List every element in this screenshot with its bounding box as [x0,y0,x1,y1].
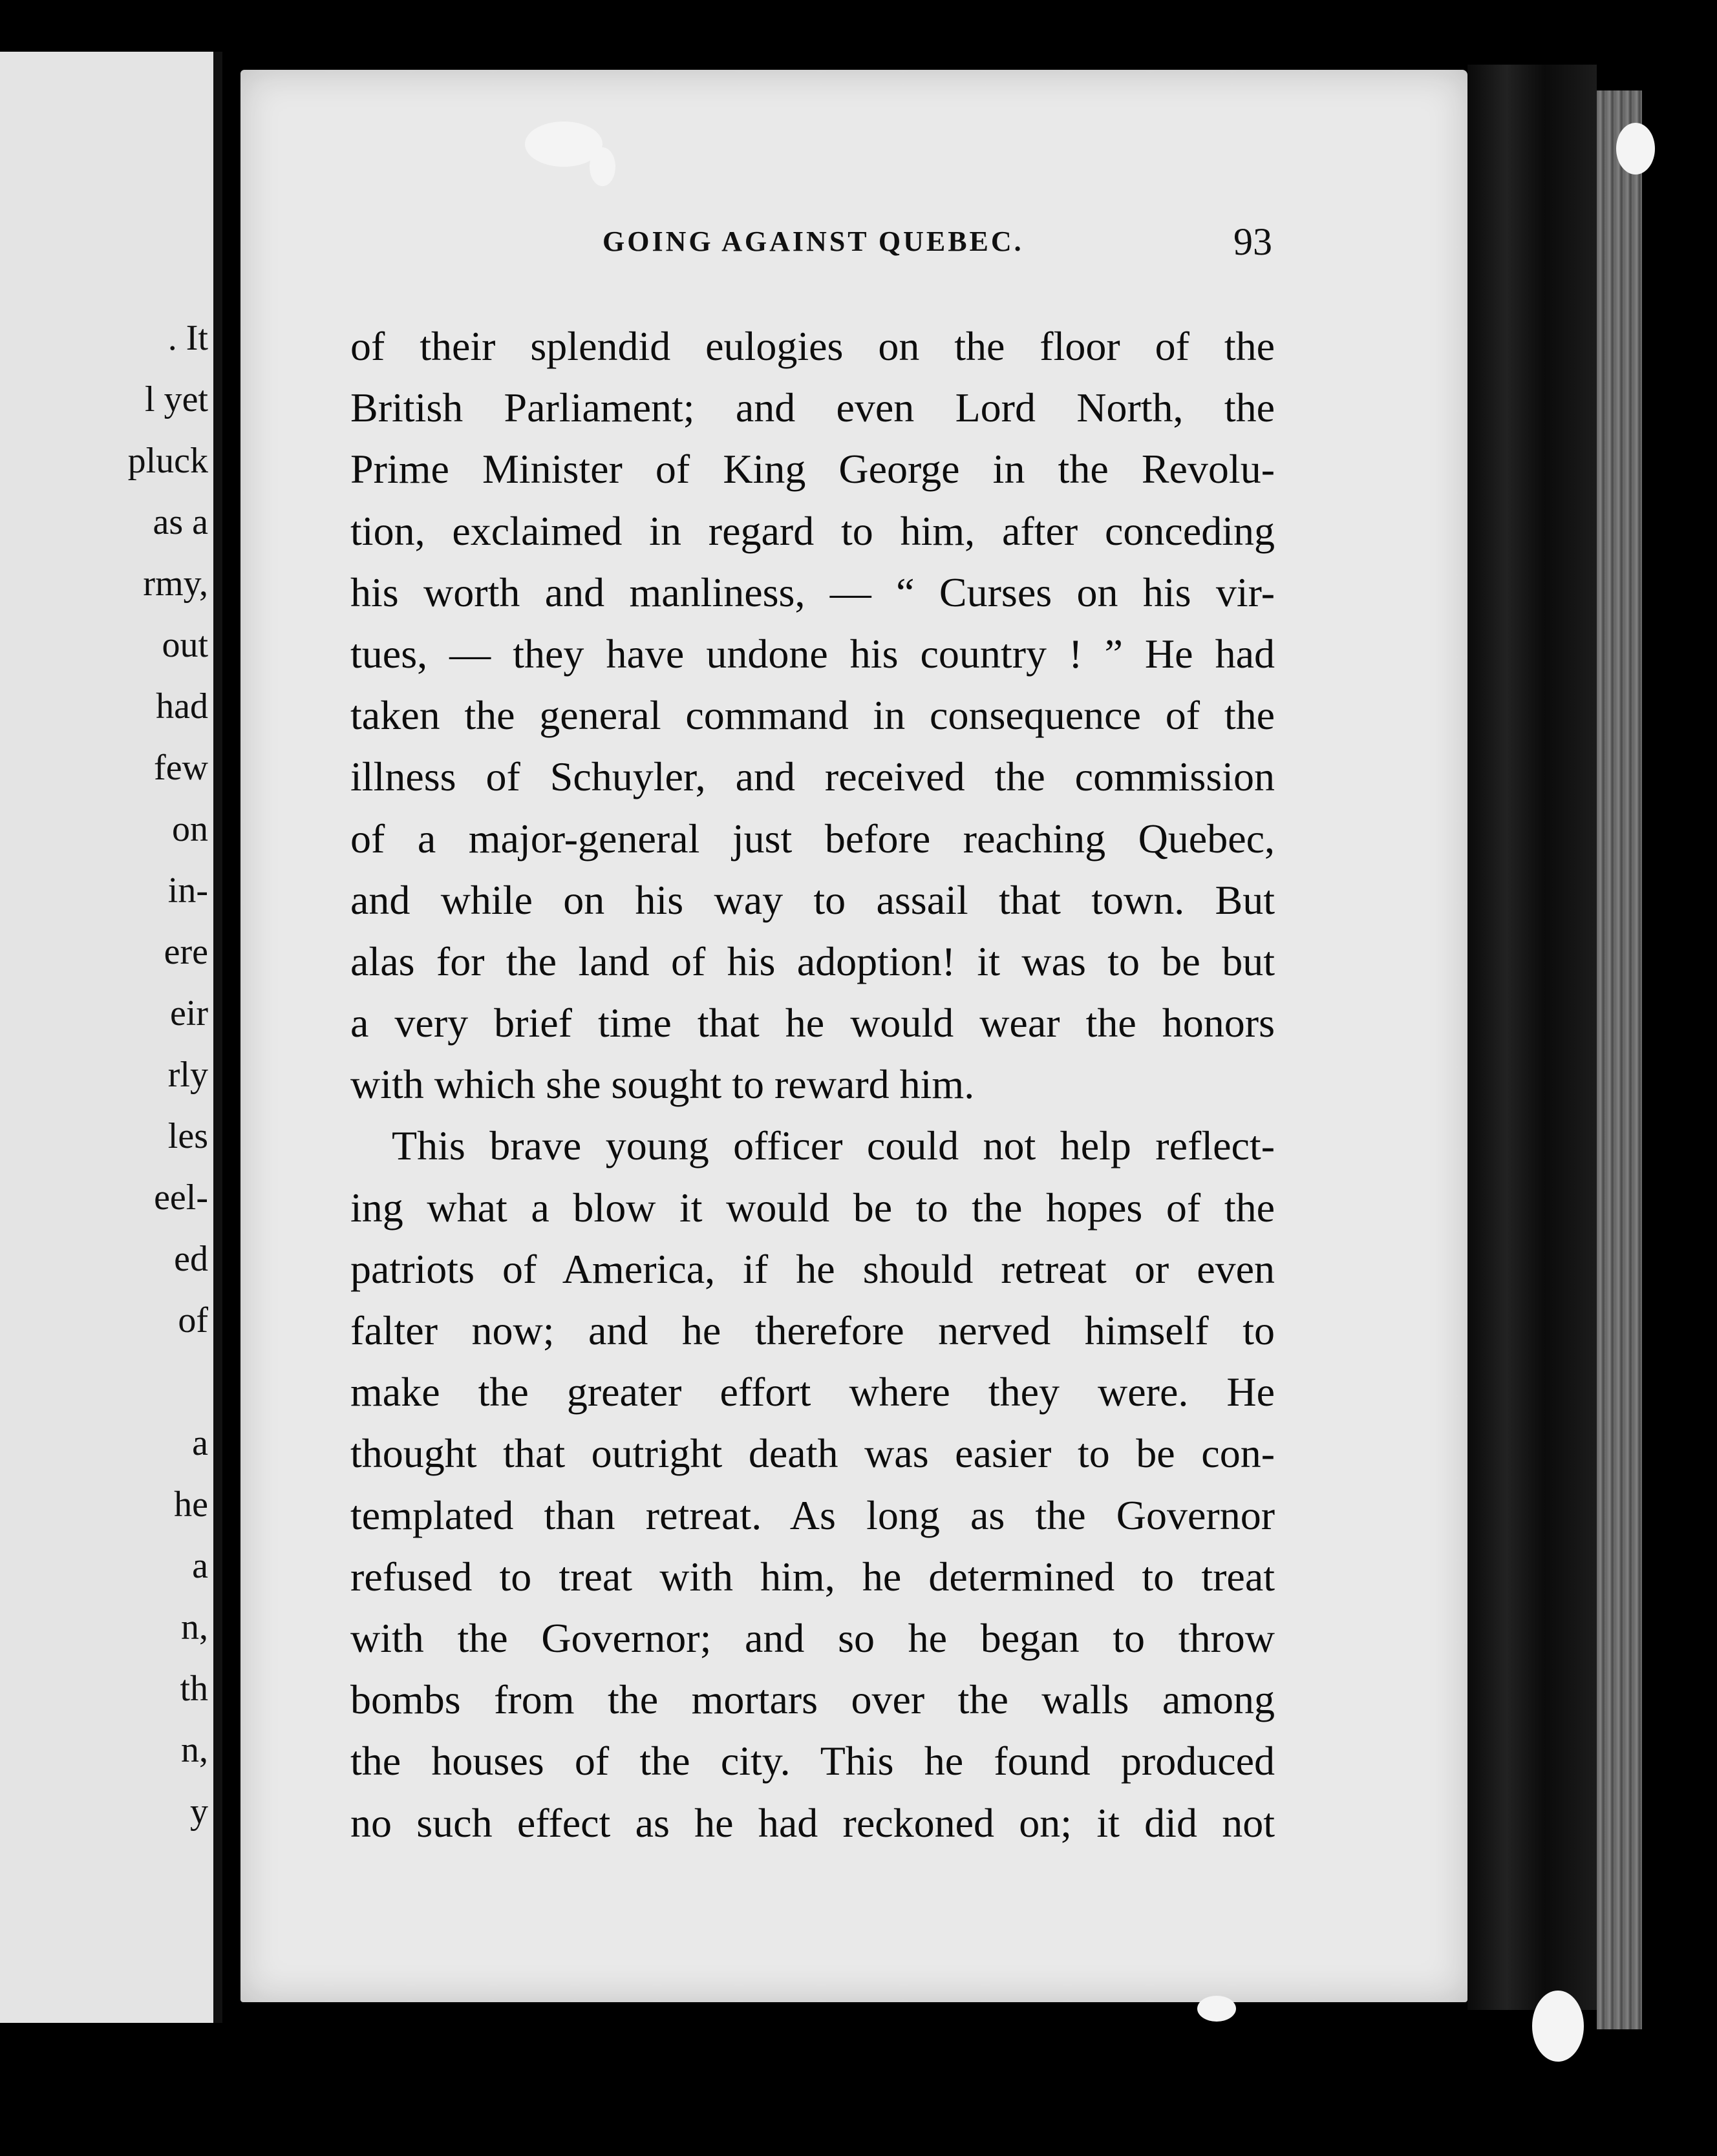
left-page-line: y [190,1791,208,1832]
left-page-line: n, [181,1730,208,1770]
left-page-line: a [192,1423,208,1463]
left-page-line: eir [169,993,208,1033]
paper-blemish [1197,1996,1236,2022]
text-line: British Parliament; and even Lord North, the [350,385,1275,431]
left-page-line: l yet [145,379,208,419]
text-line: ing what a blow it would be to the hopes of the [350,1184,1275,1231]
left-page-line: . It [167,318,208,358]
left-page-line: rmy, [143,564,208,604]
text-line: the houses of the city. This he found produced [350,1738,1275,1784]
left-page-line: on [172,809,208,849]
page-number: 93 [1233,220,1272,263]
left-page-line: rly [167,1055,208,1095]
text-line: bombs from the mortars over the walls among [350,1676,1275,1723]
text-line: with which she sought to reward him. [350,1061,975,1108]
text-line: make the greater effort where they were. He [350,1369,1275,1415]
text-line: alas for the land of his adoption! it was to be but [350,938,1275,984]
text-line: thought that outright death was easier to be con- [350,1430,1275,1477]
text-line: Prime Minister of King George in the Revolu- [350,446,1275,492]
left-page-line: in- [167,871,208,911]
previous-page [0,52,222,2023]
text-line: falter now; and he therefore nerved himself to [350,1307,1275,1353]
text-line: and while on his way to assail that town. But [350,876,1275,923]
paper-blemish [1532,1991,1584,2062]
paper-blemish [590,147,615,186]
text-line: illness of Schuyler, and received the commission [350,754,1275,800]
text-line: tues, — they have undone his country ! ” He had [350,630,1275,677]
paragraph-first-line: This brave young officer could not help reflect- [392,1123,1275,1169]
left-page-line: pluck [127,441,208,481]
left-page-line: n, [181,1607,208,1647]
text-line: tion, exclaimed in regard to him, after conceding [350,507,1275,554]
text-line: his worth and manliness, — “ Curses on his vir- [350,569,1275,615]
left-page-line: a [192,1546,208,1586]
left-page-line: eel- [154,1178,208,1218]
book-spine-shadow [1467,65,1597,2010]
text-line: of their splendid eulogies on the floor of the [350,323,1275,369]
text-line: templated than retreat. As long as the Governor [350,1492,1275,1538]
left-page-line: th [180,1669,208,1709]
text-line: with the Governor; and so he began to throw [350,1614,1275,1661]
left-page-line: as a [153,502,208,542]
book-page [240,70,1467,2002]
left-page-line: few [154,748,208,788]
body-text [350,315,1275,1854]
running-head [240,220,1467,270]
left-page-line: ed [174,1239,208,1279]
left-page-line: out [162,625,208,665]
left-page-line: ere [164,932,208,972]
text-line: refused to treat with him, he determined to treat [350,1553,1275,1600]
paper-blemish [1616,123,1655,174]
left-page-line: had [156,686,208,726]
text-line: no such effect as he had reckoned on; it did not [350,1799,1275,1846]
left-page-line: he [174,1485,208,1525]
text-line: patriots of America, if he should retreat or even [350,1245,1275,1292]
text-line: a very brief time that he would wear the honors [350,1000,1275,1046]
page-edges [1597,90,1642,2029]
running-head-title: GOING AGAINST QUEBEC. [603,226,1024,257]
left-page-line: of [178,1300,208,1340]
text-line: taken the general command in consequence of the [350,692,1275,739]
left-page-line: les [167,1116,208,1156]
text-line: of a major-general just before reaching Quebec, [350,815,1275,861]
